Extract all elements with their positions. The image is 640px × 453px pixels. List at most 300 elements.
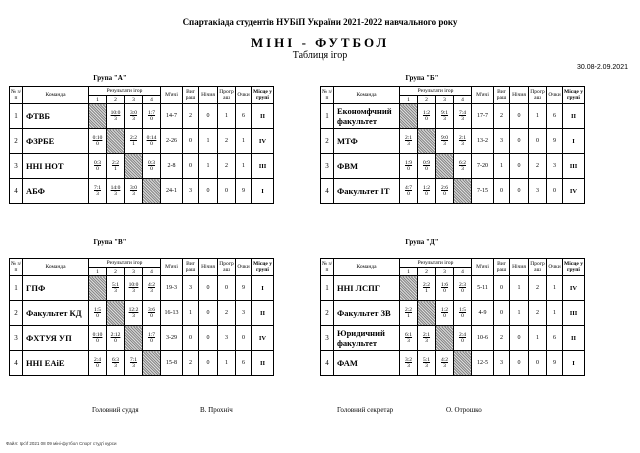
match-points: 1 <box>425 288 428 294</box>
match-result <box>143 129 161 154</box>
points-cell: 1 <box>547 301 563 326</box>
match-points: 1 <box>132 141 135 147</box>
col-header-wins: Виг раш <box>494 87 510 104</box>
match-points: 0 <box>114 338 117 344</box>
match-result <box>436 276 454 301</box>
document-title: Спартакіада студентів НУБіП України 2021-2022 навчального року <box>182 17 458 27</box>
wins-cell: 0 <box>494 301 510 326</box>
match-points: 0 <box>150 141 153 147</box>
match-score: 9:0 <box>440 135 449 141</box>
match-result <box>143 326 161 351</box>
match-points: 3 <box>407 363 410 369</box>
team-name: ФЗРБЕ <box>23 129 89 154</box>
col-header-opponent: 1 <box>400 96 418 104</box>
match-result <box>143 154 161 179</box>
match-score: 3:0 <box>129 110 138 116</box>
place-cell: IV <box>563 276 585 301</box>
match-score: 5:1 <box>422 357 431 363</box>
match-score: 2:1 <box>404 135 413 141</box>
col-header-losses: Прогр аш <box>529 87 547 104</box>
judge-label: Головний суддя <box>92 406 139 414</box>
col-header-results: Результати ігор <box>89 259 161 268</box>
match-points: 0 <box>425 166 428 172</box>
wins-cell: 0 <box>183 154 199 179</box>
match-result <box>400 154 418 179</box>
table-row <box>10 301 274 326</box>
match-score: 0:10 <box>92 135 103 141</box>
match-score: 4:2 <box>147 282 156 288</box>
team-name: ННІ ЕАіЕ <box>23 351 89 376</box>
match-score: 2:2 <box>404 307 413 313</box>
match-score: 14:0 <box>110 185 121 191</box>
wins-cell: 0 <box>183 326 199 351</box>
wins-cell: 1 <box>183 301 199 326</box>
losses-cell: 1 <box>529 326 547 351</box>
wins-cell: 3 <box>494 351 510 376</box>
wins-cell: 0 <box>183 129 199 154</box>
match-score: 1:5 <box>93 307 102 313</box>
col-header-opponent: 4 <box>143 96 161 104</box>
col-header-opponent: 4 <box>143 268 161 276</box>
losses-cell: 0 <box>529 351 547 376</box>
match-result <box>107 104 125 129</box>
col-header-results: Результати ігор <box>400 87 472 96</box>
goals-cell: 19-3 <box>161 276 183 301</box>
match-score: 1:2 <box>422 110 431 116</box>
match-result <box>418 326 436 351</box>
secretary-name: О. Отрошко <box>446 406 482 414</box>
points-cell: 9 <box>236 179 252 204</box>
match-score: 3:2 <box>404 357 413 363</box>
match-score: 0:10 <box>92 332 103 338</box>
wins-cell: 3 <box>183 276 199 301</box>
goals-cell: 14-7 <box>161 104 183 129</box>
points-cell: 9 <box>547 129 563 154</box>
match-score: 2:1 <box>422 332 431 338</box>
points-cell: 6 <box>236 351 252 376</box>
match-points: 0 <box>425 191 428 197</box>
match-result <box>89 326 107 351</box>
col-header-balls: М'ячі <box>161 259 183 276</box>
match-result <box>454 154 472 179</box>
row-number: 3 <box>321 326 334 351</box>
draws-cell: 0 <box>510 326 529 351</box>
points-cell: 1 <box>547 276 563 301</box>
col-header-wins: Виг раш <box>183 259 199 276</box>
draws-cell: 0 <box>199 351 218 376</box>
table-row <box>321 154 585 179</box>
match-points: 3 <box>114 363 117 369</box>
col-header-opponent: 3 <box>125 96 143 104</box>
row-number: 3 <box>10 154 23 179</box>
match-points: 0 <box>96 141 99 147</box>
match-result <box>454 326 472 351</box>
points-cell: 0 <box>236 326 252 351</box>
row-number: 2 <box>321 301 334 326</box>
table-row <box>321 104 585 129</box>
col-header-opponent: 2 <box>418 96 436 104</box>
match-result <box>454 104 472 129</box>
self-match-cell <box>89 104 107 129</box>
team-name: ННІ НОТ <box>23 154 89 179</box>
wins-cell: 0 <box>494 179 510 204</box>
row-number: 2 <box>10 129 23 154</box>
col-header-no: № з/п <box>321 87 334 104</box>
self-match-cell <box>454 351 472 376</box>
col-header-place: Місце у групі <box>563 259 585 276</box>
self-match-cell <box>418 129 436 154</box>
group-table <box>9 86 274 204</box>
wins-cell: 2 <box>183 104 199 129</box>
match-points: 3 <box>461 116 464 122</box>
match-points: 3 <box>114 288 117 294</box>
match-points: 3 <box>425 363 428 369</box>
row-number: 4 <box>10 351 23 376</box>
col-header-results: Результати ігор <box>400 259 472 268</box>
col-header-points: Очки <box>236 259 252 276</box>
wins-cell: 2 <box>183 351 199 376</box>
losses-cell: 1 <box>218 104 236 129</box>
place-cell: ІІ <box>252 104 274 129</box>
match-result <box>125 179 143 204</box>
match-score: 12:2 <box>128 307 139 313</box>
goals-cell: 4-9 <box>472 301 494 326</box>
points-cell: 6 <box>236 104 252 129</box>
match-points: 3 <box>425 338 428 344</box>
wins-cell: 3 <box>494 129 510 154</box>
place-cell: IV <box>252 326 274 351</box>
row-number: 1 <box>321 276 334 301</box>
col-header-opponent: 3 <box>436 268 454 276</box>
match-points: 3 <box>132 288 135 294</box>
col-header-points: Очки <box>236 87 252 104</box>
team-name: ФАМ <box>334 351 400 376</box>
table-row <box>10 179 274 204</box>
match-score: 0:14 <box>146 135 157 141</box>
draws-cell: 0 <box>510 129 529 154</box>
goals-cell: 2-8 <box>161 154 183 179</box>
goals-cell: 5-11 <box>472 276 494 301</box>
col-header-no: № з/п <box>321 259 334 276</box>
match-score: 10:0 <box>110 110 121 116</box>
match-result <box>418 154 436 179</box>
table-row <box>10 154 274 179</box>
col-header-no: № з/п <box>10 259 23 276</box>
col-header-balls: М'ячі <box>472 259 494 276</box>
match-result <box>143 301 161 326</box>
match-points: 3 <box>132 116 135 122</box>
match-score: 6:3 <box>111 357 120 363</box>
place-cell: ІІІ <box>563 301 585 326</box>
row-number: 3 <box>321 154 334 179</box>
match-result <box>125 301 143 326</box>
match-result <box>400 129 418 154</box>
col-header-draws: Нічия <box>199 259 218 276</box>
draws-cell: 0 <box>199 179 218 204</box>
place-cell: ІІ <box>252 301 274 326</box>
match-score: 7:1 <box>93 185 102 191</box>
group-label: Група "А" <box>93 74 127 82</box>
row-number: 3 <box>10 326 23 351</box>
match-result <box>125 351 143 376</box>
group-table <box>320 258 585 376</box>
col-header-team: Команда <box>23 87 89 104</box>
match-points: 0 <box>96 166 99 172</box>
match-score: 4:7 <box>404 185 413 191</box>
col-header-no: № з/п <box>10 87 23 104</box>
match-points: 0 <box>461 288 464 294</box>
draws-cell: 0 <box>510 154 529 179</box>
losses-cell: 2 <box>529 154 547 179</box>
place-cell: IV <box>563 179 585 204</box>
match-result <box>89 129 107 154</box>
self-match-cell <box>125 154 143 179</box>
losses-cell: 3 <box>529 179 547 204</box>
place-cell: ІІІ <box>563 154 585 179</box>
col-header-place: Місце у групі <box>252 87 274 104</box>
match-result <box>436 351 454 376</box>
match-score: 0:3 <box>147 160 156 166</box>
match-points: 3 <box>443 116 446 122</box>
draws-cell: 1 <box>510 276 529 301</box>
match-points: 0 <box>150 338 153 344</box>
place-cell: І <box>252 276 274 301</box>
place-cell: І <box>563 129 585 154</box>
match-result <box>400 179 418 204</box>
match-score: 1:2 <box>422 185 431 191</box>
match-result <box>125 276 143 301</box>
draws-cell: 1 <box>510 301 529 326</box>
match-points: 0 <box>150 166 153 172</box>
match-score: 0:3 <box>93 160 102 166</box>
match-score: 2:2 <box>111 160 120 166</box>
place-cell: І <box>563 351 585 376</box>
match-result <box>454 129 472 154</box>
document-subtitle: Таблиця ігор <box>292 50 348 61</box>
match-points: 0 <box>461 338 464 344</box>
wins-cell: 3 <box>183 179 199 204</box>
losses-cell: 2 <box>218 129 236 154</box>
table-row <box>321 276 585 301</box>
wins-cell: 2 <box>494 326 510 351</box>
losses-cell: 0 <box>218 276 236 301</box>
match-points: 3 <box>114 191 117 197</box>
col-header-losses: Прогр аш <box>218 259 236 276</box>
match-points: 0 <box>150 313 153 319</box>
points-cell: 1 <box>236 154 252 179</box>
points-cell: 9 <box>547 351 563 376</box>
draws-cell: 0 <box>199 276 218 301</box>
losses-cell: 2 <box>218 154 236 179</box>
self-match-cell <box>400 276 418 301</box>
match-result <box>418 276 436 301</box>
match-result <box>89 301 107 326</box>
match-points: 0 <box>407 166 410 172</box>
match-result <box>418 104 436 129</box>
team-name: ГПФ <box>23 276 89 301</box>
team-name: АБФ <box>23 179 89 204</box>
col-header-opponent: 1 <box>89 268 107 276</box>
losses-cell: 2 <box>218 301 236 326</box>
match-result <box>107 326 125 351</box>
match-points: 0 <box>96 313 99 319</box>
table-row <box>10 104 274 129</box>
match-score: 2:2 <box>422 282 431 288</box>
points-cell: 9 <box>236 276 252 301</box>
match-points: 0 <box>96 338 99 344</box>
goals-cell: 15-8 <box>161 351 183 376</box>
self-match-cell <box>143 351 161 376</box>
col-header-opponent: 2 <box>107 268 125 276</box>
goals-cell: 13-2 <box>472 129 494 154</box>
draws-cell: 0 <box>199 301 218 326</box>
match-score: 1:5 <box>458 307 467 313</box>
match-points: 3 <box>443 141 446 147</box>
match-result <box>89 179 107 204</box>
col-header-team: Команда <box>23 259 89 276</box>
secretary-label: Головний секретар <box>337 406 394 414</box>
col-header-opponent: 2 <box>418 268 436 276</box>
self-match-cell <box>436 326 454 351</box>
match-points: 0 <box>443 191 446 197</box>
col-header-results: Результати ігор <box>89 87 161 96</box>
match-score: 4:2 <box>440 357 449 363</box>
col-header-balls: М'ячі <box>161 87 183 104</box>
match-points: 3 <box>132 313 135 319</box>
team-name: Факультет ІТ <box>334 179 400 204</box>
team-name: ННІ ЛСПГ <box>334 276 400 301</box>
match-points: 3 <box>150 288 153 294</box>
match-points: 0 <box>425 116 428 122</box>
team-name: ФТВБ <box>23 104 89 129</box>
match-score: 2:6 <box>440 185 449 191</box>
points-cell: 6 <box>547 326 563 351</box>
place-cell: ІІ <box>252 351 274 376</box>
match-points: 3 <box>114 116 117 122</box>
group-label: Група "Д" <box>405 238 439 246</box>
draws-cell: 0 <box>510 104 529 129</box>
col-header-draws: Нічия <box>510 87 529 104</box>
points-cell: 6 <box>547 104 563 129</box>
team-name: ФХТУЯ УП <box>23 326 89 351</box>
place-cell: IV <box>252 129 274 154</box>
col-header-draws: Нічия <box>199 87 218 104</box>
match-score: 10:0 <box>128 282 139 288</box>
match-score: 1:9 <box>404 160 413 166</box>
col-header-losses: Прогр аш <box>529 259 547 276</box>
row-number: 4 <box>10 179 23 204</box>
table-row <box>321 351 585 376</box>
group-label: Група "Б" <box>405 74 439 82</box>
match-score: 1:6 <box>440 282 449 288</box>
col-header-team: Команда <box>334 259 400 276</box>
match-result <box>436 179 454 204</box>
match-result <box>400 351 418 376</box>
row-number: 1 <box>321 104 334 129</box>
match-score: 6:2 <box>458 160 467 166</box>
match-result <box>89 351 107 376</box>
match-result <box>89 154 107 179</box>
match-points: 3 <box>461 166 464 172</box>
col-header-losses: Прогр аш <box>218 87 236 104</box>
match-points: 0 <box>443 313 446 319</box>
col-header-balls: М'ячі <box>472 87 494 104</box>
match-result <box>400 326 418 351</box>
row-number: 4 <box>321 351 334 376</box>
match-result <box>418 179 436 204</box>
group-table <box>320 86 585 204</box>
col-header-points: Очки <box>547 87 563 104</box>
row-number: 2 <box>10 301 23 326</box>
points-cell: 1 <box>236 129 252 154</box>
judge-name: В. Прохніч <box>200 406 233 414</box>
col-header-opponent: 3 <box>125 268 143 276</box>
match-result <box>107 179 125 204</box>
match-score: 6:1 <box>404 332 413 338</box>
team-name: Юридичний факультет <box>334 326 400 351</box>
match-points: 0 <box>150 116 153 122</box>
losses-cell: 0 <box>529 129 547 154</box>
match-result <box>418 351 436 376</box>
self-match-cell <box>89 276 107 301</box>
match-score: 2:4 <box>93 357 102 363</box>
match-score: 9:1 <box>440 110 449 116</box>
match-result <box>436 129 454 154</box>
match-score: 7:4 <box>458 110 467 116</box>
row-number: 1 <box>10 276 23 301</box>
self-match-cell <box>436 154 454 179</box>
row-number: 2 <box>321 129 334 154</box>
file-footer: Файл: Ipc\f 2021 08 09 міні-футбол Спорт студ'і курси <box>6 441 117 446</box>
losses-cell: 0 <box>218 179 236 204</box>
row-number: 4 <box>321 179 334 204</box>
match-points: 1 <box>114 166 117 172</box>
match-result <box>454 276 472 301</box>
match-score: 7:1 <box>129 357 138 363</box>
col-header-opponent: 1 <box>89 96 107 104</box>
draws-cell: 0 <box>510 351 529 376</box>
match-score: 5:1 <box>111 282 120 288</box>
col-header-opponent: 1 <box>400 268 418 276</box>
col-header-wins: Виг раш <box>183 87 199 104</box>
goals-cell: 2-26 <box>161 129 183 154</box>
losses-cell: 2 <box>529 276 547 301</box>
col-header-place: Місце у групі <box>563 87 585 104</box>
goals-cell: 3-29 <box>161 326 183 351</box>
col-header-place: Місце у групі <box>252 259 274 276</box>
table-row <box>10 276 274 301</box>
col-header-opponent: 3 <box>436 96 454 104</box>
match-points: 0 <box>96 363 99 369</box>
team-name: МТФ <box>334 129 400 154</box>
date-range: 30.08-2.09.2021 <box>577 64 628 71</box>
points-cell: 0 <box>547 179 563 204</box>
table-row <box>10 326 274 351</box>
self-match-cell <box>418 301 436 326</box>
goals-cell: 17-7 <box>472 104 494 129</box>
col-header-wins: Виг раш <box>494 259 510 276</box>
goals-cell: 12-5 <box>472 351 494 376</box>
points-cell: 3 <box>547 154 563 179</box>
row-number: 1 <box>10 104 23 129</box>
match-result <box>436 104 454 129</box>
match-score: 2:1 <box>458 135 467 141</box>
match-result <box>107 276 125 301</box>
team-name: Факультет ЗВ <box>334 301 400 326</box>
match-result <box>125 129 143 154</box>
goals-cell: 7-20 <box>472 154 494 179</box>
match-points: 0 <box>407 191 410 197</box>
